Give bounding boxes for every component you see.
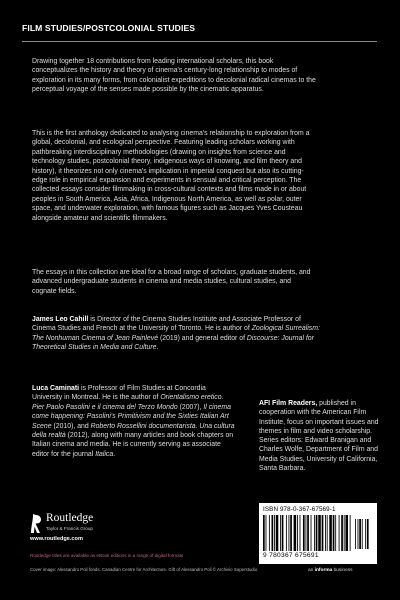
afi-text: published in cooperation with the American Film Institute, focus on important issues and themes in film and video scholarship. Series editors: Edward Branigan and Charles Wolfe, Department of Film and Media Studies, University of California, Santa Barbara.: [259, 400, 379, 473]
barcode-bar: [325, 515, 326, 551]
barcode-bar: [289, 515, 290, 551]
barcode-bar: [266, 515, 267, 551]
afi-series-note: [259, 399, 384, 473]
barcode-bar: [341, 515, 343, 551]
barcode-bar: [297, 515, 298, 551]
book-title: Zoological Surrealism: The Nonhuman Cinema of Jean Painlevé: [32, 325, 320, 342]
journal-title: Discourse: Journal for Theoretical Studies in Media and Culture: [32, 334, 314, 352]
barcode-bar: [362, 519, 363, 549]
addon-barcode-bars: [355, 519, 371, 549]
barcode-bar: [314, 515, 315, 551]
publisher-website: www.routledge.com: [30, 536, 83, 542]
bio-text: (2010), and: [51, 422, 91, 430]
informa-prefix: an: [308, 568, 315, 573]
barcode-bar: [322, 515, 324, 551]
barcode-bar: [269, 515, 270, 551]
barcode-bar: [272, 515, 274, 551]
blurb-paragraph-2: This is the first anthology dedicated to analysing cinema's relationship to exploration from a global, decolonial, and ecological perspective. Featuring leading scholars working with pathbreaking interdisciplinary methodologies (drawing on insights from science and technology studies, postcolonial theory, indigenous ways of knowing, and film theory and history), it theorizes not only cinema's implication in imperial conquest but also its cutting-edge role in empirical expansion and experiments in sensual and critical perception. The collected essays consider filmmaking in cross-cultural contexts and films made in or about peoples in South America, Asia, Africa, Indigenous North America, as well as polar, outer space, and underwater exploration, with famous figures such as Jacques Yves Cousteau alongside amateur and scientific filmmakers.: [32, 130, 310, 222]
barcode-bar: [359, 519, 361, 549]
barcode-bar: [318, 515, 321, 551]
barcode-bar: [294, 515, 297, 551]
barcode-bar: [286, 515, 287, 551]
bio-text: .: [113, 450, 116, 458]
barcode-bar: [333, 515, 335, 551]
bio-text: (2007),: [177, 403, 204, 411]
barcode-bar: [290, 515, 292, 551]
barcode-bar: [355, 519, 356, 549]
barcode-bars: [263, 515, 351, 551]
barcode-bar: [263, 515, 265, 551]
book-title: Il cinema come happening: Pasolini's Primitivism and the Sixties Italian Art Scene: [32, 403, 231, 430]
blurb-paragraph-1: Drawing together 18 contributions from leading international scholars, this book conceptualizes the history and theory of cinema's century-long relationship to modes of exploration in its many forms, from colonialist expeditions to decolonial radical cinemas to the perceptual voyage of the senses made possible by the cinematic apparatus.: [32, 58, 316, 94]
ebook-note: Routledge titles are available as eBook editions in a range of digital formats: [30, 553, 184, 558]
barcode-bar: [344, 515, 345, 551]
series-title: FILM STUDIES/POSTCOLONIAL STUDIES: [22, 23, 196, 33]
book-title: Roberto Rossellini documentarista. Una cultura della realtà: [32, 422, 235, 440]
barcode-bar: [339, 515, 340, 551]
barcode-bar: [329, 515, 332, 551]
author-name: James Leo Cahill: [32, 316, 89, 323]
barcode-bar: [358, 519, 359, 549]
informa-suffix: business: [332, 568, 353, 573]
barcode-bar: [367, 519, 369, 549]
routledge-mark-icon: [30, 512, 42, 534]
barcode-bar: [307, 515, 309, 551]
journal-title: Italica: [95, 450, 114, 458]
isbn-barcode: [259, 503, 377, 564]
informa-business: [308, 568, 353, 573]
author-bio-cahill: [32, 315, 322, 353]
bio-text: (2019) and general editor of: [158, 334, 247, 342]
barcode-bar: [345, 515, 348, 551]
bio-text: (2012), along with many articles and book chapters on Italian cinema and media. He is currently serving as associate editor for the journal: [32, 432, 234, 458]
barcode-bar: [280, 515, 281, 551]
barcode-bar: [316, 515, 318, 551]
isbn-text: ISBN 978-0-367-67569-1: [263, 506, 336, 513]
bio-text: is Director of the Cinema Studies Institute and Associate Professor of Cinema Studies and French at the University of Toronto. He is author of: [32, 316, 301, 333]
barcode-bar: [327, 515, 328, 551]
barcode-bar: [276, 515, 279, 551]
barcode-bar: [306, 515, 307, 551]
bio-text: is Professor of Film Studies at Concordia University in Montreal. He is the author of: [32, 385, 206, 402]
book-title: Orientalismo eretico. Pier Paolo Pasolini e il cinema del Terzo Mondo: [32, 394, 224, 411]
author-name: Luca Caminati: [32, 385, 80, 392]
barcode-bar: [350, 515, 351, 551]
barcode-bar: [335, 515, 336, 551]
barcode-bar: [365, 519, 366, 549]
bio-text: .: [156, 344, 159, 352]
barcode-bar: [300, 515, 301, 551]
publisher-group: Taylor & Francis Group: [46, 526, 93, 531]
top-rule: [22, 41, 377, 42]
barcode-bar: [303, 515, 305, 551]
blurb-paragraph-3: The essays in this collection are ideal for a broad range of scholars, graduate students, and advanced undergraduate students in cinema and media studies, cultural studies, and cognate fields.: [32, 269, 311, 295]
informa-brand: informa: [314, 568, 333, 573]
author-bio-caminati: [32, 384, 237, 459]
publisher-name: Routledge: [46, 512, 94, 524]
cover-credit: Cover image: Alessandro Poli fonds. Canadian Centre for Architecture. Gift of Alessandro Poli © Archivio Superstudio: [30, 567, 258, 572]
barcode-bar: [274, 515, 275, 551]
afi-heading: AFI Film Readers,: [259, 400, 318, 407]
barcode-bar: [282, 515, 284, 551]
barcode-digits: 9 780367 675691: [263, 552, 319, 559]
barcode-bar: [311, 515, 312, 551]
